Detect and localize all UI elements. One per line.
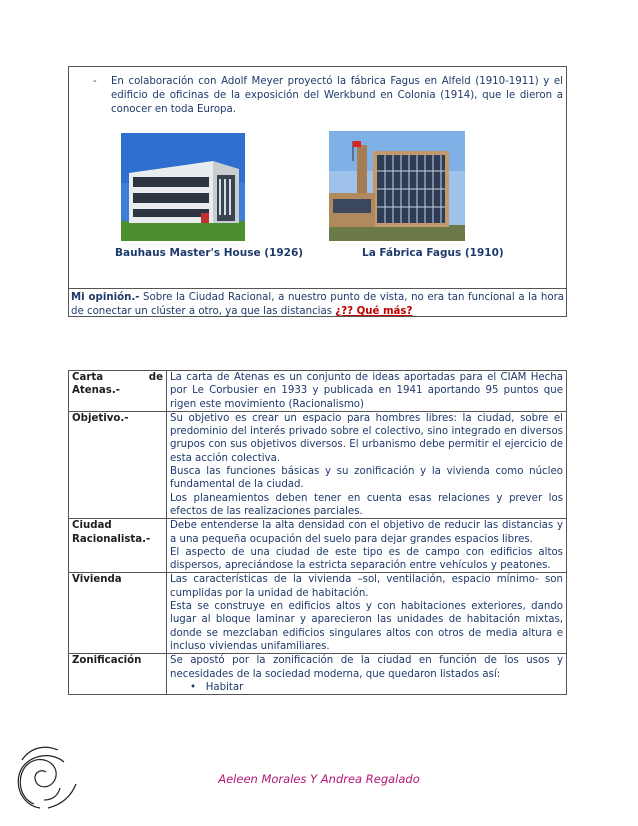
ciudad-key: Ciudad Racionalista.- [69, 519, 167, 573]
bullet-icon: • [190, 681, 197, 693]
table-row [69, 654, 567, 695]
table-row [69, 371, 567, 412]
caption-fagus: La Fábrica Fagus (1910) [362, 247, 504, 259]
objetivo-paragraph-3: Los planeamientos deben tener en cuenta esas relaciones y prever los efectos de las realizaciones parciales. [170, 492, 563, 517]
ciudad-paragraph-1: Debe entenderse la alta densidad con el objetivo de reducir las distancias y a una pequeña ocupación del suelo para dejar grandes espacios libres. [170, 520, 563, 545]
objetivo-paragraph-1: Su objetivo es crear un espacio para hombres libres: la ciudad, sobre el predominio del interés privado sobre el colectivo, sino integrado en diversos grupos con sus objetivos diversos. El urbanismo debe permitir el ejercicio de esta acción colectiva. [170, 412, 563, 464]
table-row [69, 411, 567, 518]
table-row [69, 573, 567, 654]
list-item-text: Habitar [205, 681, 244, 693]
vivienda-key: Vivienda [69, 573, 167, 654]
opinion-row [69, 289, 566, 321]
opinion-question: ¿?? Qué más? [335, 306, 413, 317]
footer-authors: Aeleen Morales Y Andrea Regalado [218, 772, 420, 786]
zonificacion-paragraph: Se apostó por la zonificación de la ciudad en función de los usos y necesidades de la sociedad moderna, que quedaron listados así: [170, 655, 563, 680]
swirl-ornament-icon [14, 724, 84, 810]
bullet-text: En colaboración con Adolf Meyer proyectó la fábrica Fagus en Alfeld (1910-1911) y el edificio de oficinas de la exposición del Werkbund en Colonia (1914), que le dieron a conocer en toda Europa. [111, 76, 563, 115]
carta-key-word2: de [148, 372, 163, 383]
vivienda-paragraph-2: Esta se construye en edificios altos y con habitaciones exteriores, dando lugar al bloque laminar y aparecieron las unidades de habitación mixtas, donde se mezclaban edificios singulares altos con otros de media altura e incluso viviendas unifamiliares. [170, 601, 563, 652]
table-row [69, 519, 567, 573]
caption-bauhaus: Bauhaus Master's House (1926) [115, 247, 304, 259]
top-box [68, 66, 567, 317]
objetivo-value [167, 411, 567, 518]
carta-value: La carta de Atenas es un conjunto de ideas aportadas para el CIAM Hecha por Le Corbusier en 1933 y publicada en 1941 aportando 95 puntos que rigen este movimiento (Racionalismo) [167, 371, 567, 412]
bauhaus-photo [121, 133, 245, 241]
carta-key [69, 371, 167, 412]
zonificacion-key: Zonificación [69, 654, 167, 695]
carta-key-word1: Carta [72, 372, 104, 383]
image-row [69, 67, 566, 289]
ciudad-paragraph-2: El aspecto de una ciudad de este tipo es de campo con edificios altos dispersos, apreciándose la estricta separación entre vehículos y peatones. [170, 546, 563, 572]
objetivo-key: Objetivo.- [69, 411, 167, 518]
vivienda-value [167, 573, 567, 654]
fagus-photo [329, 131, 465, 241]
opinion-label: Mi opinión.- [71, 292, 140, 303]
concepts-table [68, 370, 567, 695]
bullet-dash: - [93, 76, 97, 87]
carta-key-word3: Atenas.- [72, 385, 120, 397]
list-item [170, 681, 563, 694]
ciudad-value [167, 519, 567, 573]
opinion-text: Sobre la Ciudad Racional, a nuestro punto de vista, no era tan funcional a la hora de conectar un clúster a otro, ya que las distancias [71, 292, 564, 317]
bullet-paragraph [93, 75, 563, 117]
objetivo-paragraph-2: Busca las funciones básicas y su zonificación y la vivienda como núcleo fundamental de la ciudad. [170, 466, 563, 491]
zonificacion-value [167, 654, 567, 695]
vivienda-paragraph-1: Las características de la vivienda –sol, ventilación, espacio mínimo- son cumplidas por la unidad de habitación. [170, 574, 563, 599]
